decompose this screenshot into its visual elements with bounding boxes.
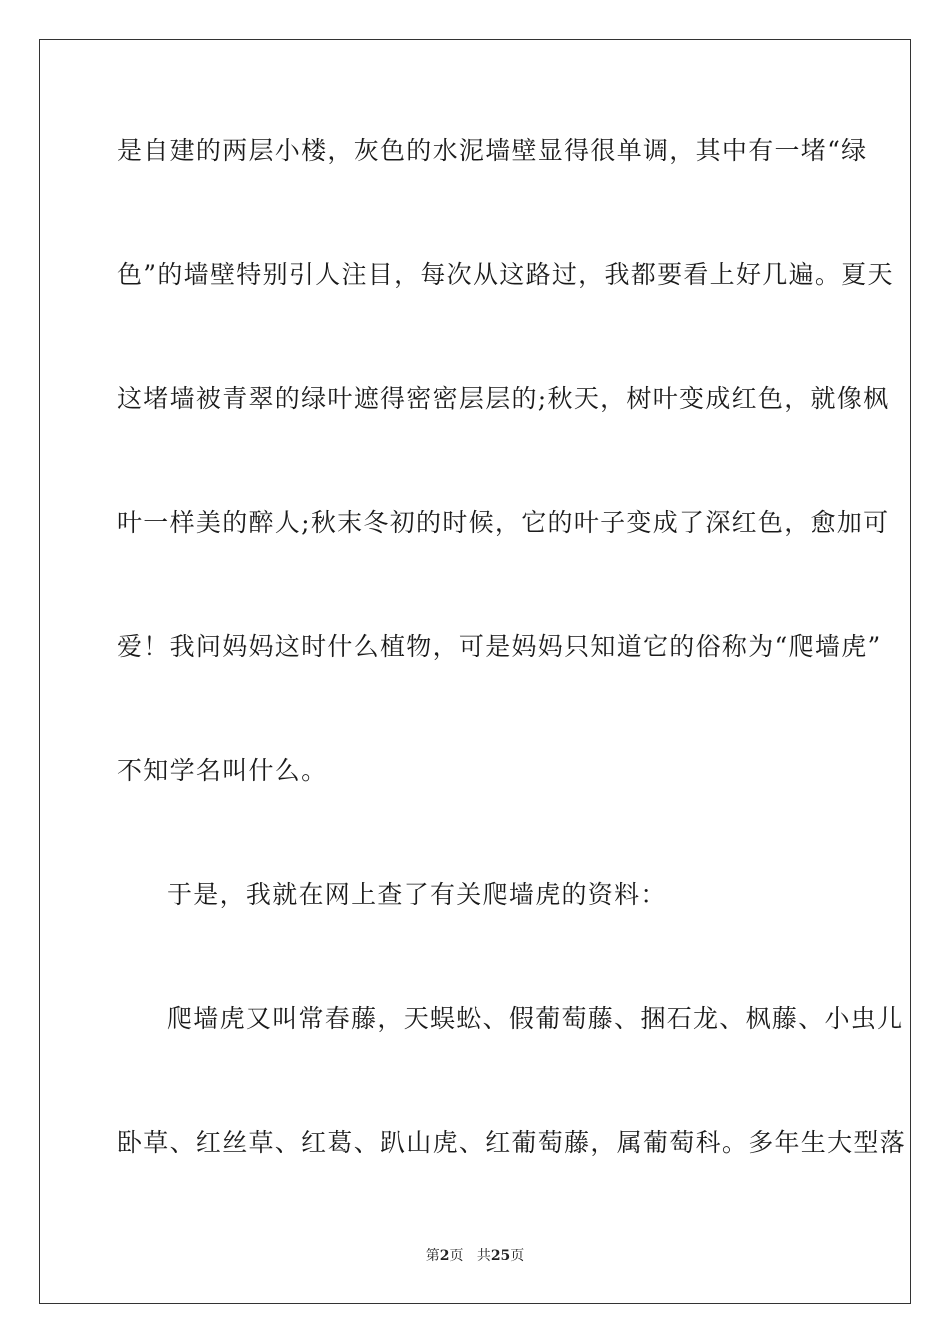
paragraph-line: 于是，我就在网上查了有关爬墙虎的资料：: [167, 880, 667, 909]
page-frame: [39, 39, 911, 1304]
text-line: 爱！我问妈妈这时什么植物，可是妈妈只知道它的俗称为“爬墙虎”: [117, 632, 882, 661]
paragraph-line: 爬墙虎又叫常春藤，天蜈蚣、假葡萄藤、捆石龙、枫藤、小虫儿: [167, 1004, 904, 1033]
text-line: 色”的墙壁特别引人注目，每次从这路过，我都要看上好几遍。夏天: [117, 260, 894, 289]
text-line: 是自建的两层小楼，灰色的水泥墙壁显得很单调，其中有一堵“绿: [117, 136, 868, 165]
text-line: 不知学名叫什么。: [117, 756, 328, 785]
text-line: 卧草、红丝草、红葛、趴山虎、红葡萄藤，属葡萄科。多年生大型落: [117, 1128, 907, 1157]
total-pages: 25: [490, 1248, 511, 1264]
total-prefix: 共: [476, 1248, 491, 1264]
page-number: [0, 1247, 950, 1265]
page-suffix: 页: [449, 1248, 464, 1264]
page-prefix: 第: [425, 1248, 440, 1264]
text-line: 叶一样美的醉人;秋末冬初的时候，它的叶子变成了深红色，愈加可: [117, 508, 890, 537]
total-suffix: 页: [510, 1248, 525, 1264]
text-line: 这堵墙被青翠的绿叶遮得密密层层的;秋天，树叶变成红色，就像枫: [117, 384, 890, 413]
current-page: 2: [439, 1248, 450, 1264]
